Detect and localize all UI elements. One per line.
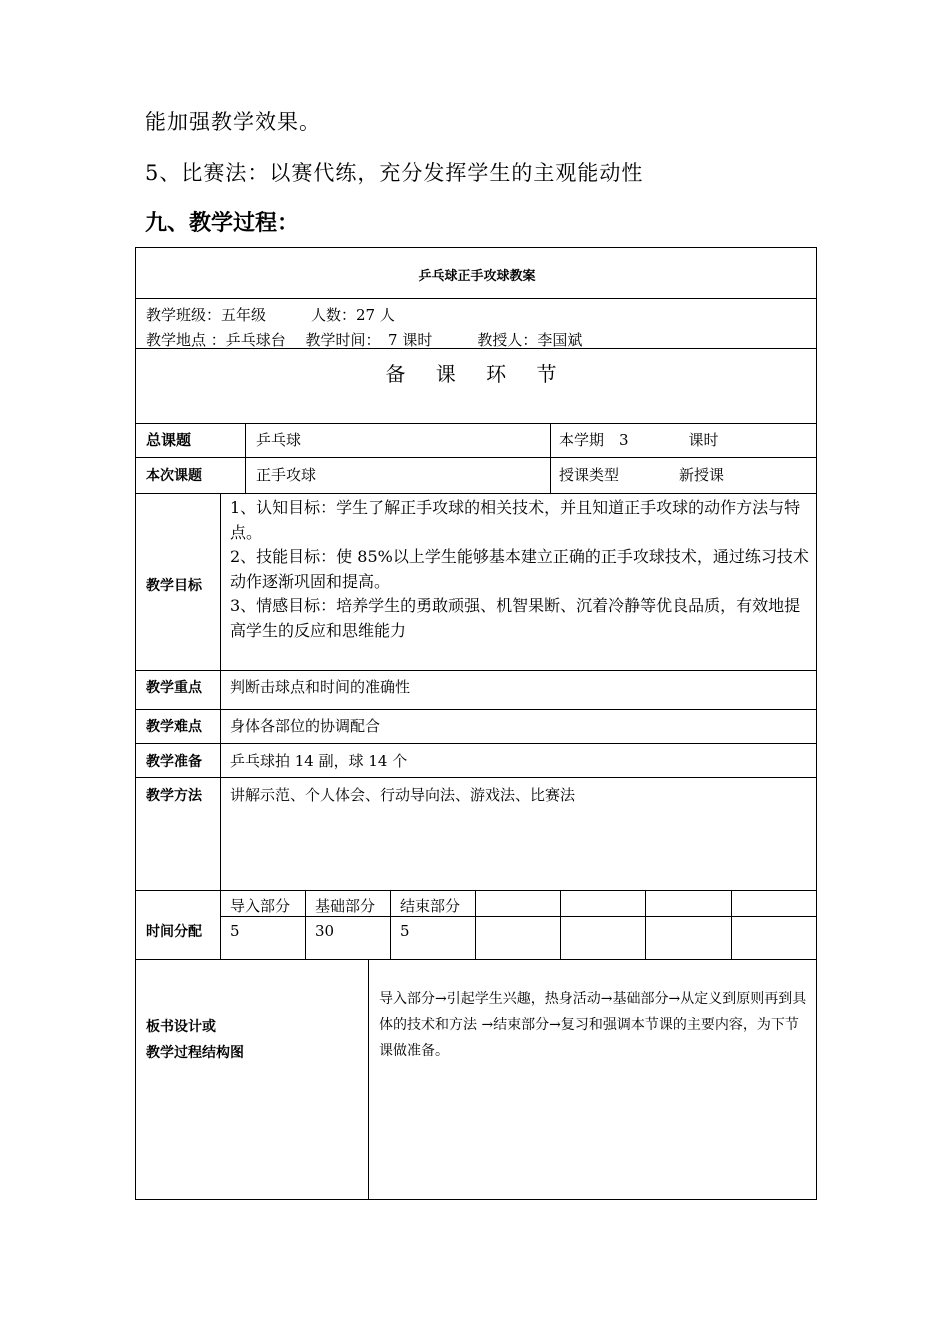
difficulty-label: 教学难点 <box>146 719 202 735</box>
rule <box>475 890 476 959</box>
rule <box>645 890 646 959</box>
time-label: 时间分配 <box>146 924 202 940</box>
rule <box>220 493 221 959</box>
info-row-2: 教学地点 ：乒乓球台 教学时间： 7 课时 教授人：李国斌 <box>146 331 583 349</box>
rule <box>560 890 561 959</box>
lesson-type-label: 授课类型 新授课 <box>559 466 725 484</box>
section-title: 备 课 环 节 <box>385 362 569 386</box>
board-label <box>146 1014 244 1066</box>
rule <box>136 743 816 744</box>
rule <box>550 423 551 493</box>
semester-label: 本学期 3 课时 <box>559 431 719 449</box>
rule <box>136 457 816 458</box>
goal-item: 1、认知目标：学生了解正手攻球的相关技术，并且知道正手攻球的动作方法与特点。 <box>230 498 801 542</box>
rule <box>245 423 246 493</box>
time-header: 导入部分 <box>230 897 291 915</box>
rule <box>731 890 732 959</box>
intro-line-1: 能加强教学效果。 <box>145 110 321 134</box>
rule <box>136 890 816 891</box>
rule <box>390 890 391 959</box>
rule <box>136 423 816 424</box>
rule <box>305 890 306 959</box>
goal-item: 3、情感目标：培养学生的勇敢顽强、机智果断、沉着冷静等优良品质，有效地提高学生的反应和思维能力 <box>230 596 801 640</box>
rule <box>220 916 816 917</box>
method-label: 教学方法 <box>146 788 202 804</box>
method-value: 讲解示范、个人体会、行动导向法、游戏法、比赛法 <box>230 786 576 804</box>
board-label-line-1: 板书设计或 <box>146 1019 216 1035</box>
lesson-topic-label: 本次课题 <box>146 468 202 484</box>
rule <box>136 709 816 710</box>
prep-label: 教学准备 <box>146 754 202 770</box>
key-label: 教学重点 <box>146 680 202 696</box>
rule <box>136 777 816 778</box>
lesson-topic-value: 正手攻球 <box>256 466 317 484</box>
difficulty-value: 身体各部位的协调配合 <box>230 717 381 735</box>
rule <box>136 493 816 494</box>
plan-title: 乒乓球正手攻球教案 <box>418 269 536 284</box>
rule <box>368 959 369 1199</box>
rule <box>136 959 816 960</box>
time-value: 5 <box>230 922 240 940</box>
time-value: 5 <box>400 922 410 940</box>
time-header: 结束部分 <box>400 897 461 915</box>
general-topic-value: 乒乓球 <box>256 431 302 449</box>
board-text: 导入部分→引起学生兴趣，热身活动→基础部分→从定义到原则再到具体的技术和方法 →结束部分→复习和强调本节课的主要内容，为下节课做准备。 <box>379 991 807 1059</box>
time-header: 基础部分 <box>315 897 376 915</box>
rule <box>136 298 816 299</box>
rule <box>136 670 816 671</box>
section-heading: 九、教学过程： <box>145 211 300 236</box>
general-topic-label: 总课题 <box>146 431 192 449</box>
goals-label: 教学目标 <box>146 578 202 594</box>
board-label-line-2: 教学过程结构图 <box>146 1045 244 1061</box>
time-value: 30 <box>315 922 335 940</box>
goals-list <box>230 496 816 643</box>
lesson-plan-table <box>135 247 817 1200</box>
key-value: 判断击球点和时间的准确性 <box>230 678 411 696</box>
prep-value: 乒乓球拍 14 副，球 14 个 <box>230 752 408 770</box>
goal-item: 2、技能目标：使 85%以上学生能够基本建立正确的正手攻球技术，通过练习技术动作逐渐巩固和提高。 <box>230 547 809 591</box>
intro-line-2: 5、比赛法：以赛代练，充分发挥学生的主观能动性 <box>145 161 644 185</box>
info-row-1: 教学班级：五年级 人数：27 人 <box>146 306 395 324</box>
